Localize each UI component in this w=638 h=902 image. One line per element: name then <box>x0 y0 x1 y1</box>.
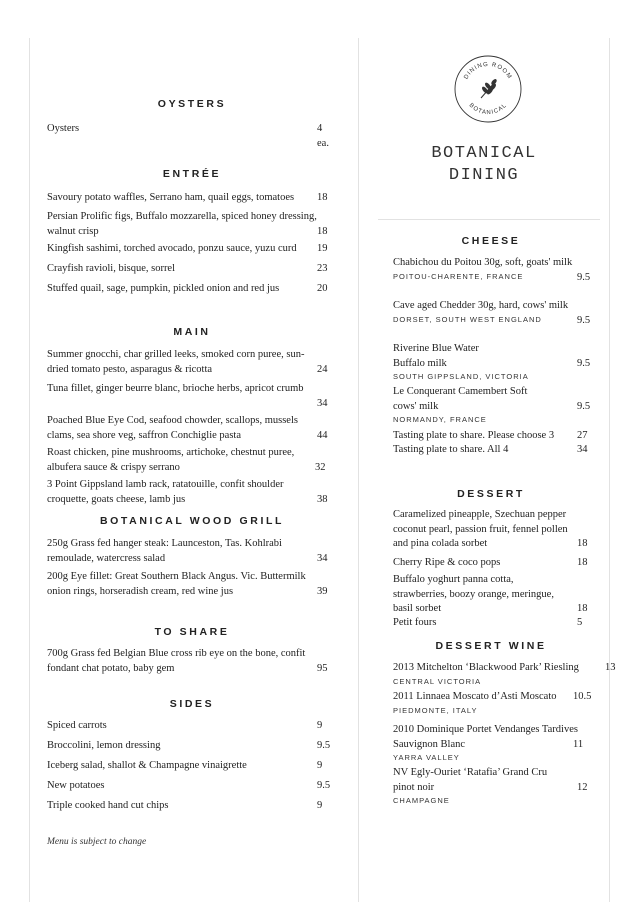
menu-item <box>393 508 588 552</box>
item-origin: POITOU-CHARENTE, FRANCE <box>393 271 524 281</box>
restaurant-name <box>400 143 568 187</box>
item-description: Tasting plate to share. All 4 <box>393 444 509 455</box>
item-price: 95 <box>317 662 328 674</box>
item-description: Cherry Ripe & coco pops <box>393 557 501 568</box>
menu-item <box>47 779 331 794</box>
menu-item <box>47 739 331 754</box>
menu-item <box>47 414 328 443</box>
menu-item <box>47 210 328 239</box>
item-origin: CHAMPAGNE <box>393 796 450 805</box>
item-price: 34 <box>317 397 328 409</box>
item-description: Tasting plate to share. Please choose 3 <box>393 430 555 441</box>
menu-item <box>47 570 328 599</box>
dining-room-logo <box>454 55 522 123</box>
menu-item <box>393 723 603 764</box>
item-description: Le Conquerant Camembert Soft cows' milk <box>393 386 528 412</box>
to-share-heading: TO SHARE <box>154 626 230 638</box>
item-price: 27 <box>577 430 588 441</box>
item-description: Spiced carrots <box>47 720 107 731</box>
item-origin: DORSET, SOUTH WEST ENGLAND <box>393 314 542 324</box>
item-description: Cave aged Chedder 30g, hard, cows' milk <box>393 300 569 311</box>
oysters-heading: OYSTERS <box>157 98 227 110</box>
item-description: Riverine Blue Water Buffalo milk <box>393 343 479 369</box>
brand-line-1: BOTANICAL <box>431 144 537 163</box>
item-price: 9 <box>317 800 323 811</box>
item-price: 9.5 <box>577 400 591 412</box>
item-price: 9.5 <box>317 740 331 751</box>
menu-item <box>393 342 591 383</box>
item-origin: YARRA VALLEY <box>393 753 460 762</box>
item-description: Caramelized pineapple, Szechuan pepper coconut pearl, passion fruit, fennel pollen and pina colada sorbet <box>393 509 568 549</box>
brand-line-2: DINING <box>448 166 520 185</box>
item-price: 9 <box>317 760 323 771</box>
item-price: 5 <box>577 617 583 628</box>
menu-item <box>47 242 328 257</box>
menu-item <box>393 256 591 283</box>
item-price: 10.5 <box>573 691 592 702</box>
item-price: 20 <box>317 283 328 294</box>
menu-item <box>47 719 323 734</box>
brand-divider-line <box>378 219 600 220</box>
item-description: Tuna fillet, ginger beurre blanc, brioche herbs, apricot crumb <box>47 383 304 394</box>
item-description: 2013 Mitchelton ‘Blackwood Park’ Riesling <box>393 662 579 673</box>
menu-item <box>393 385 591 426</box>
item-price: 19 <box>317 243 328 254</box>
item-price: 12 <box>577 781 588 793</box>
menu-item <box>47 759 323 774</box>
item-description: Oysters <box>47 123 80 134</box>
main-heading: MAIN <box>173 326 211 338</box>
item-price: 18 <box>577 603 588 614</box>
dessert-wine-heading: DESSERT WINE <box>435 640 547 652</box>
logo-top-text: DINING ROOM <box>463 61 513 81</box>
item-price: 11 <box>573 738 584 750</box>
item-price: 44 <box>317 429 328 441</box>
item-description: Crayfish ravioli, bisque, sorrel <box>47 263 176 274</box>
item-price: 9.5 <box>577 314 591 326</box>
menu-item <box>47 122 329 149</box>
menu-item <box>47 191 328 206</box>
left-border-line <box>29 38 30 902</box>
menu-item <box>47 647 328 676</box>
logo-bottom-text: BOTANICAL <box>467 102 509 117</box>
menu-item <box>393 766 588 807</box>
item-description: 2010 Dominique Portet Vendanges Tardives Sauvignon Blanc <box>393 724 578 750</box>
menu-item <box>393 299 591 326</box>
item-price: 38 <box>317 493 328 505</box>
menu-item <box>393 556 588 571</box>
menu-item <box>47 799 323 814</box>
item-description: Summer gnocchi, char grilled leeks, smoked corn puree, sun-dried tomato pesto, asparagus & ricotta <box>47 349 305 375</box>
center-divider-line <box>358 38 359 902</box>
item-price: 9.5 <box>317 780 331 791</box>
item-origin: CENTRAL VICTORIA <box>393 676 482 686</box>
item-price: 4 ea. <box>317 123 329 149</box>
menu-item <box>47 262 328 277</box>
item-description: Buffalo yoghurt panna cotta, strawberries, boozy orange, meringue, basil sorbet <box>393 574 554 614</box>
item-description: Savoury potato waffles, Serrano ham, quail eggs, tomatoes <box>47 192 295 203</box>
menu-item <box>47 478 328 507</box>
item-description: Petit fours <box>393 617 437 628</box>
item-description: Kingfish sashimi, torched avocado, ponzu sauce, yuzu curd <box>47 243 297 254</box>
item-origin: NORMANDY, FRANCE <box>393 415 487 424</box>
sides-heading: SIDES <box>169 698 215 710</box>
tasting-plate-item <box>393 429 588 444</box>
item-price: 18 <box>317 192 328 203</box>
item-description: Chabichou du Poitou 30g, soft, goats' milk <box>393 257 573 268</box>
item-price: 32 <box>315 461 326 473</box>
item-description: Persian Prolific figs, Buffalo mozzarella, spiced honey dressing, walnut crisp <box>47 211 317 237</box>
item-price: 18 <box>577 538 588 549</box>
tasting-plate-item <box>393 443 588 458</box>
entree-heading: ENTRÉE <box>162 168 222 180</box>
item-description: 250g Grass fed hanger steak: Launceston, Tas. Kohlrabi remoulade, watercress salad <box>47 538 282 564</box>
item-description: 200g Eye fillet: Great Southern Black Angus. Vic. Buttermilk onion rings, horseradish cream, red wine jus <box>47 571 306 597</box>
menu-item <box>47 348 328 377</box>
menu-item <box>393 690 592 717</box>
item-description: Poached Blue Eye Cod, seafood chowder, scallops, mussels clams, sea shore veg, saffron Conchiglie pasta <box>47 415 298 441</box>
menu-item <box>47 282 328 297</box>
item-origin: PIEDMONTE, ITALY <box>393 705 478 715</box>
menu-item <box>47 537 328 566</box>
item-price: 9.5 <box>577 271 591 283</box>
item-description: Stuffed quail, sage, pumpkin, pickled onion and red jus <box>47 283 280 294</box>
item-price: 34 <box>317 552 328 564</box>
menu-item <box>393 573 588 617</box>
menu-change-note: Menu is subject to change <box>47 837 147 847</box>
item-description: Roast chicken, pine mushrooms, artichoke, chestnut puree, albufera sauce & crispy serrano <box>47 447 295 473</box>
menu-item <box>393 661 616 688</box>
item-price: 39 <box>317 585 328 597</box>
item-description: NV Egly-Ouriet ‘Ratafia’ Grand Cru pinot noir <box>393 767 548 793</box>
item-price: 18 <box>577 557 588 568</box>
item-description: 3 Point Gippsland lamb rack, ratatouille, confit shoulder croquette, goats cheese, lamb jus <box>47 479 284 505</box>
leaf-icon <box>481 78 498 98</box>
right-border-line <box>609 38 610 902</box>
item-price: 23 <box>317 263 328 274</box>
item-origin: SOUTH GIPPSLAND, VICTORIA <box>393 372 529 381</box>
item-description: Triple cooked hand cut chips <box>47 800 169 811</box>
item-price: 9.5 <box>577 357 591 369</box>
item-price: 24 <box>317 363 328 375</box>
item-price: 13 <box>605 662 616 673</box>
cheese-heading: CHEESE <box>461 235 521 247</box>
item-description: Broccolini, lemon dressing <box>47 740 161 751</box>
menu-item <box>47 382 328 409</box>
wood-grill-heading: BOTANICAL WOOD GRILL <box>99 515 284 527</box>
item-description: New potatoes <box>47 780 105 791</box>
item-price: 9 <box>317 720 323 731</box>
item-description: 2011 Linnaea Moscato d’Asti Moscato <box>393 691 557 702</box>
item-price: 34 <box>577 444 588 455</box>
menu-item <box>47 446 326 475</box>
item-price: 18 <box>317 225 328 237</box>
item-description: Iceberg salad, shallot & Champagne vinaigrette <box>47 760 247 771</box>
dessert-heading: DESSERT <box>457 488 525 500</box>
menu-item <box>393 616 583 631</box>
item-description: 700g Grass fed Belgian Blue cross rib eye on the bone, confit fondant chat potato, baby gem <box>47 648 306 674</box>
